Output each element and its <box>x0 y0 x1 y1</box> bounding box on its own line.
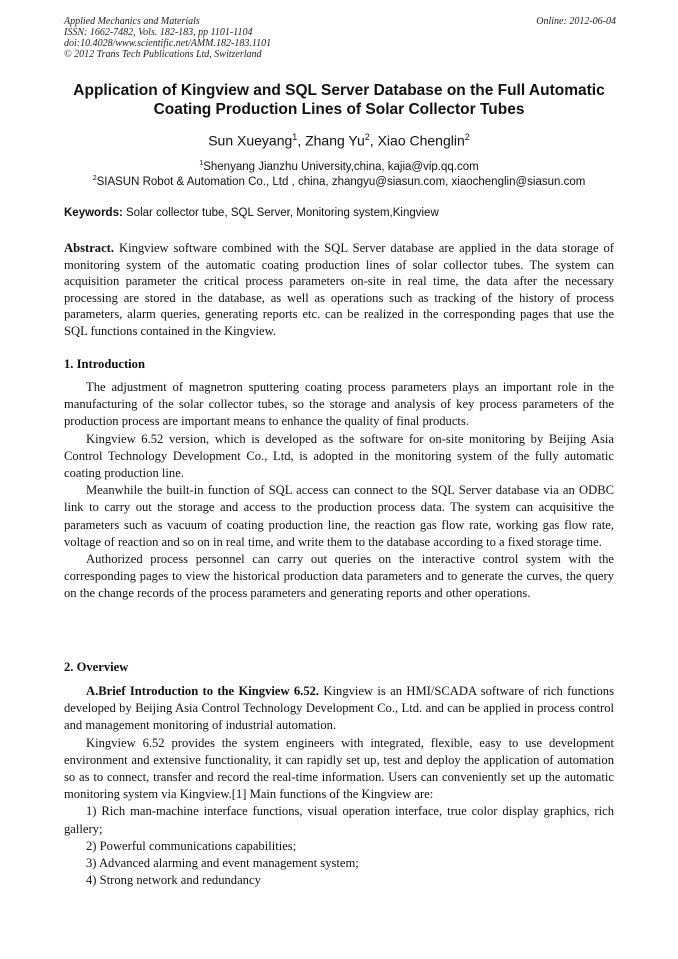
title-line-1: Application of Kingview and SQL Server Database on the Full Automatic <box>73 82 605 99</box>
abstract-label: Abstract. <box>64 241 115 255</box>
doi-line: doi:10.4028/www.scientific.net/AMM.182-183.1101 <box>64 38 272 49</box>
introduction-body <box>64 379 614 603</box>
list-item: 4) Strong network and redundancy <box>86 873 261 888</box>
paper-title <box>60 81 618 119</box>
paragraph <box>64 683 614 735</box>
affiliation-2 <box>40 172 638 189</box>
section-heading-overview: 2. Overview <box>64 660 129 674</box>
subsection-label: A.Brief Introduction to the Kingview 6.52. <box>86 684 320 698</box>
affiliation-text: Shenyang Jianzhu University,china, kajia@vip.qq.com <box>203 160 479 173</box>
author-list: Sun Xueyang$^1$, Zhang Yu$^2$, Xiao Chenglin$^2$ <box>208 132 470 149</box>
affiliation-text: SIASUN Robot & Automation Co., Ltd , china, zhangyu@siasun.com, xiaochenglin@siasun.com <box>96 175 586 188</box>
list-item: 2) Powerful communications capabilities; <box>86 838 297 853</box>
overview-body <box>64 683 614 889</box>
paragraph: Meanwhile the built-in function of SQL access can connect to the SQL Server database via an ODBC link to carry out the storage and access to the production process data. The system can acquisitive the parameters such as vacuum of coating production line, the reaction gas flow rate, working gas flow rate, voltage of reaction and so on in real time, and write them to the database according to a fixed storage time. <box>64 483 614 549</box>
paragraph: Kingview 6.52 provides the system engineers with integrated, flexible, easy to use development environment and extensive functionality, it can rapidly set up, test and deploy the application of automation so as to connect, transfer and record the real-time information. Users can conveniently set up the automatic monitoring system via Kingview.[1] Main functions of the Kingview are: <box>64 735 614 802</box>
section-heading-introduction: 1. Introduction <box>64 357 145 371</box>
paragraph: Kingview 6.52 version, which is developed as the software for on-site monitoring by Beijing Asia Control Technology Development Co., Ltd, is adopted in the monitoring system of the fully automatic coating production line. <box>64 431 614 481</box>
keywords <box>64 206 616 220</box>
author-affil-sup: 2 <box>364 132 370 142</box>
list-item: 3) Advanced alarming and event management system; <box>86 856 359 871</box>
keywords-label: Keywords: <box>64 207 123 219</box>
abstract <box>64 240 614 340</box>
list-item: 1) Rich man-machine interface functions, visual operation interface, true color display graphics, rich gallery; <box>64 804 614 836</box>
author-name: Sun Xueyang <box>208 132 293 149</box>
abstract-text: Kingview software combined with the SQL Server database are applied in the data storage of monitoring system of the automatic coating production lines of solar collector tubes. The system can acquisition parameter the critical process parameters on-site in real time, the data after the necessary processing are stored in the database, as well as operations such as tracking of the history of process parameters, alarm queries, generating reports etc. can be realized in the corresponding pages that use the SQL functions contained in the Kingview. <box>64 241 614 338</box>
author-affil-sup: 2 <box>464 132 470 142</box>
subsection-text: Kingview is an HMI/SCADA software of rich functions developed by Beijing Asia Control Technology Development Co., Ltd. and can be applied in process control and management monitoring of industrial automation. <box>64 684 614 733</box>
paragraph: The adjustment of magnetron sputtering coating process parameters plays an important role in the manufacturing of the solar collector tubes, so the storage and analysis of key process parameters of the production process are important means to enhance the quality of final products. <box>64 380 614 429</box>
affiliation-sup: 2 <box>92 175 97 182</box>
author-affil-sup: 1 <box>292 132 298 142</box>
journal-name: Applied Mechanics and Materials <box>64 16 200 27</box>
issn-line: ISSN: 1662-7482, Vols. 182-183, pp 1101-1104 <box>64 27 253 38</box>
paragraph: Authorized process personnel can carry out queries on the interactive control system with the corresponding pages to view the historical production data parameters and to generate the curves, the query on the change records of the process parameters and generating reports and other operations. <box>64 552 614 601</box>
author-name: Xiao Chenglin <box>377 132 465 149</box>
copyright-line: © 2012 Trans Tech Publications Ltd, Switzerland <box>64 49 262 60</box>
keywords-text: Solar collector tube, SQL Server, Monitoring system,Kingview <box>126 207 439 219</box>
title-line-2: Coating Production Lines of Solar Collector Tubes <box>153 101 525 118</box>
affiliation-sup: 1 <box>199 160 204 167</box>
online-date: Online: 2012-06-04 <box>536 16 616 27</box>
author-name: Zhang Yu <box>305 132 365 149</box>
journal-header <box>64 16 616 60</box>
